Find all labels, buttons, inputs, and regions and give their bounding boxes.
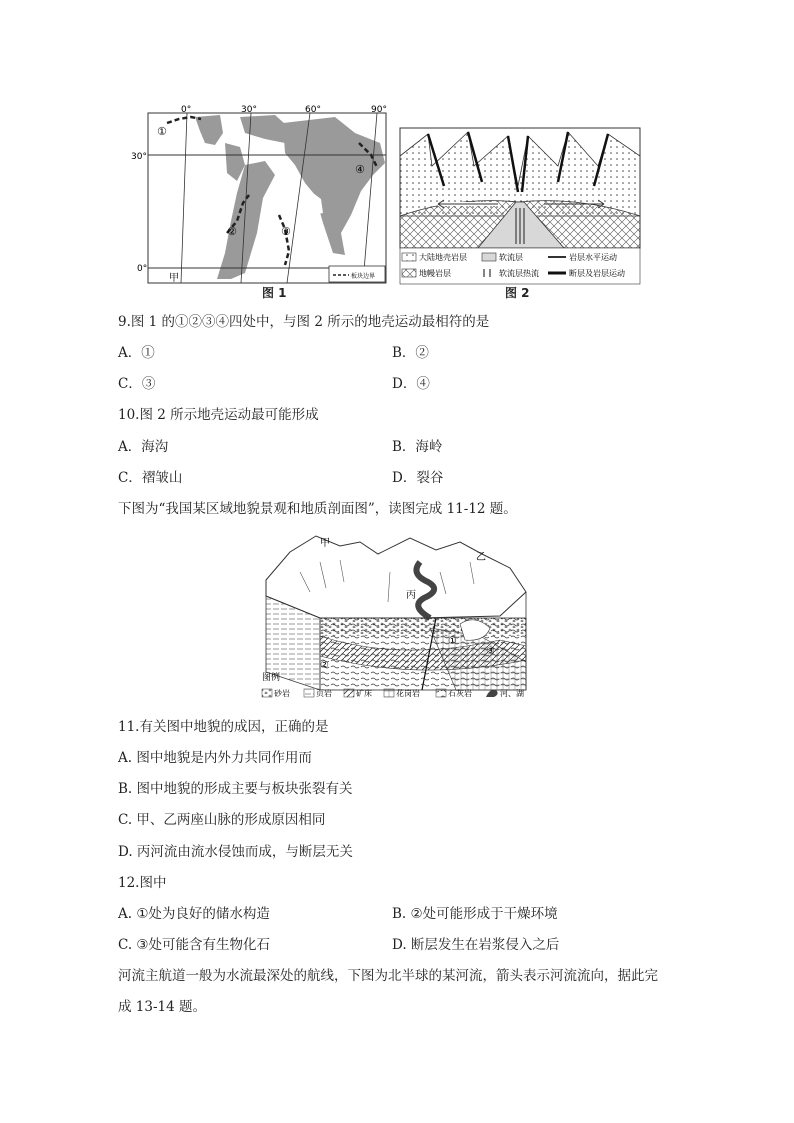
figure-1-caption: 图 1: [262, 286, 287, 300]
question-11-option-d[interactable]: D. 丙河流由流水侵蚀而成，与断层无关: [118, 844, 353, 860]
lat-label: 30°: [131, 152, 147, 162]
plate-motion-figure: [398, 126, 644, 286]
label-3: ③: [486, 646, 495, 657]
legend-sandstone: 砂岩: [274, 689, 290, 698]
legend-plate-boundary: 板块边界: [351, 273, 376, 280]
equator-label: 甲: [169, 273, 179, 284]
legend-ore: 矿床: [356, 689, 372, 698]
question-9-stem: 9.图 1 的①②③④四处中，与图 2 所示的地壳运动最相符的是: [118, 314, 490, 330]
world-map-figure: [131, 103, 391, 293]
question-11-option-c[interactable]: C. 甲、乙两座山脉的形成原因相同: [118, 812, 326, 828]
label-1: ①: [448, 636, 457, 647]
question-11-stem: 11.有关图中地貌的成因，正确的是: [118, 719, 329, 735]
lon-label: 60°: [305, 105, 321, 115]
legend-horizontal-motion: 岩层水平运动: [569, 253, 617, 262]
geologic-block-diagram: [260, 532, 536, 704]
marker-3: ③: [281, 225, 291, 238]
label-yi: 乙: [476, 552, 486, 563]
label-bing: 丙: [406, 590, 416, 601]
question-9-option-d[interactable]: D．④: [392, 376, 430, 392]
legend-title: 图例: [262, 673, 281, 683]
legend-fault-motion: 断层及岩层运动: [569, 269, 625, 278]
question-12-option-d[interactable]: D. 断层发生在岩浆侵入之后: [392, 937, 560, 953]
legend-limestone: 石灰岩: [448, 689, 472, 698]
question-12-option-b[interactable]: B. ②处可能形成于干燥环境: [392, 906, 558, 922]
legend-mantle: 地幔岩层: [419, 269, 451, 278]
legend-heat-flow: 软流层热流: [499, 269, 539, 278]
lon-label: 90°: [371, 105, 387, 115]
marker-4: ④: [355, 163, 365, 176]
question-10-option-c[interactable]: C．褶皱山: [118, 470, 183, 486]
legend-granite: 花岗岩: [396, 689, 420, 698]
question-11-option-b[interactable]: B. 图中地貌的形成主要与板块张裂有关: [118, 781, 353, 797]
question-10-option-d[interactable]: D．裂谷: [392, 470, 444, 486]
marker-1: ①: [157, 125, 167, 138]
question-12-option-c[interactable]: C. ③处可能含有生物化石: [118, 937, 271, 953]
lon-label: 30°: [241, 105, 257, 115]
question-9-option-c[interactable]: C．③: [118, 376, 156, 392]
figure-2-caption: 图 2: [505, 286, 530, 300]
figure-3: [260, 532, 536, 704]
question-11-option-a[interactable]: A. 图中地貌是内外力共同作用而: [118, 750, 312, 766]
marker-2: ②: [227, 225, 237, 238]
legend-shale: 页岩: [316, 689, 332, 698]
legend-river-lake: 河、湖: [500, 689, 524, 698]
intro-11-12: 下图为“我国某区域地貌景观和地质剖面图”，读图完成 11-12 题。: [118, 501, 517, 517]
question-9-option-b[interactable]: B．②: [392, 345, 429, 361]
question-9-option-a[interactable]: A．①: [118, 345, 155, 361]
figure-1: [131, 103, 391, 293]
label-2: ②: [320, 660, 329, 671]
intro-13-14-line1: 河流主航道一般为水流最深处的航线，下图为北半球的某河流，箭头表示河流流向，据此完: [118, 968, 658, 984]
question-10-stem: 10.图 2 所示地壳运动最可能形成: [118, 407, 319, 423]
intro-13-14-line2: 成 13-14 题。: [118, 999, 207, 1015]
question-10-option-a[interactable]: A．海沟: [118, 439, 169, 455]
lat-label: 0°: [137, 264, 148, 274]
question-12-stem: 12.图中: [118, 875, 167, 891]
question-10-option-b[interactable]: B．海岭: [392, 439, 443, 455]
legend-asthenosphere: 软流层: [499, 253, 523, 262]
legend-continental-crust: 大陆地壳岩层: [419, 253, 467, 262]
question-12-option-a[interactable]: A. ①处为良好的储水构造: [118, 906, 270, 922]
lon-label: 0°: [181, 105, 192, 115]
figure-2: [398, 126, 644, 286]
label-jia: 甲: [320, 538, 330, 549]
